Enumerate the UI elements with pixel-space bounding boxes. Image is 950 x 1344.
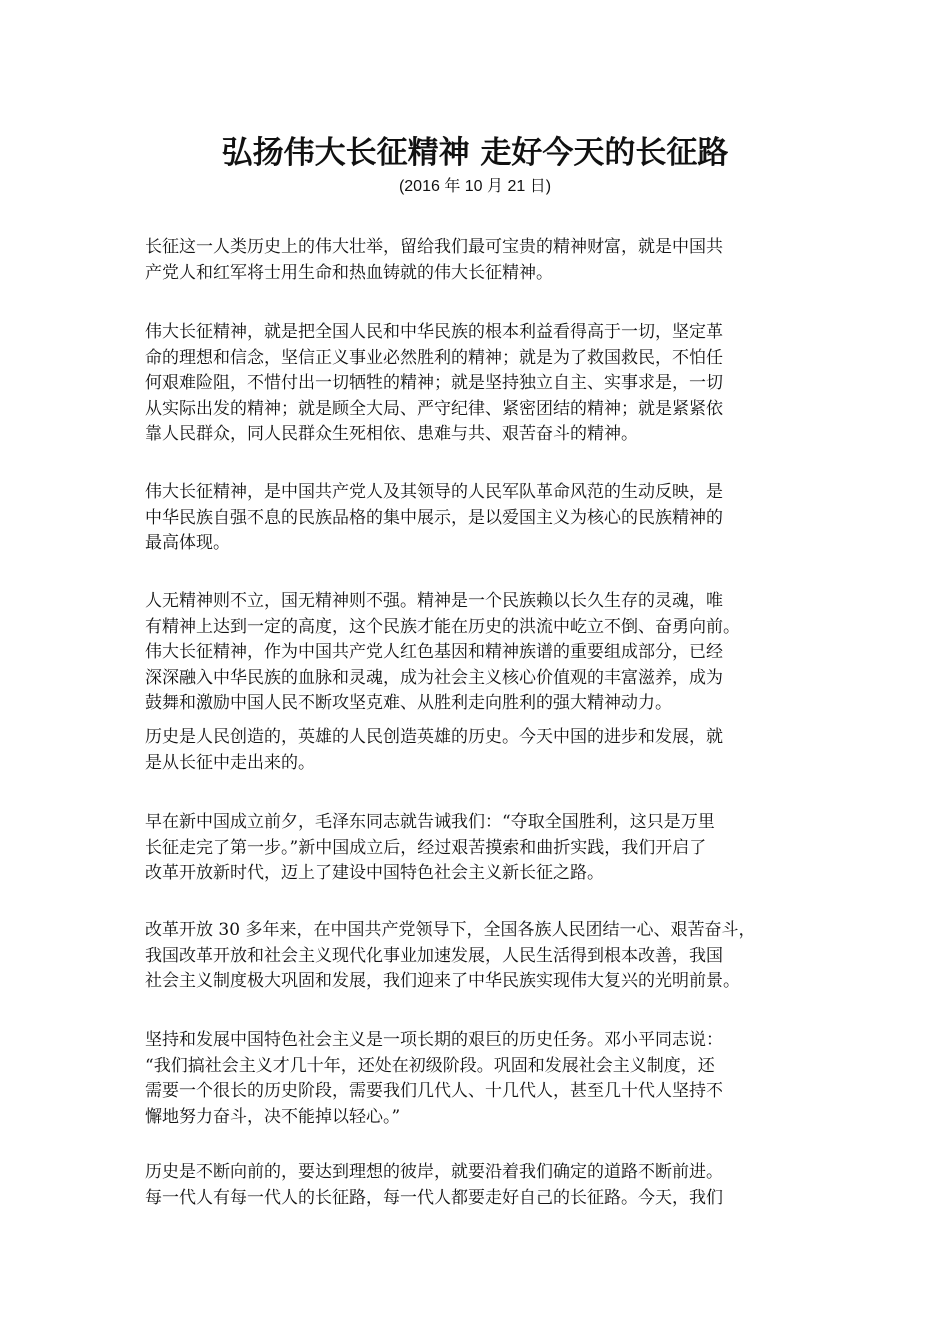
paragraph-1 bbox=[145, 235, 825, 286]
paragraph-line: 鼓舞和激励中国人民不断攻坚克难、从胜利走向胜利的强大精神动力。 bbox=[145, 693, 672, 713]
paragraph-line: 改革开放新时代，迈上了建设中国特色社会主义新长征之路。 bbox=[145, 863, 604, 883]
paragraph-2 bbox=[145, 320, 825, 448]
paragraph-3 bbox=[145, 480, 825, 557]
paragraph-line: 靠人民群众，同人民群众生死相依、患难与共、艰苦奋斗的精神。 bbox=[145, 424, 638, 444]
paragraph-7 bbox=[145, 918, 825, 995]
paragraph-line: 早在新中国成立前夕，毛泽东同志就告诫我们：“夺取全国胜利，这只是万里 bbox=[145, 812, 715, 832]
paragraph-line: 中华民族自强不息的民族品格的集中展示，是以爱国主义为核心的民族精神的 bbox=[145, 507, 723, 528]
paragraph-line: 我国改革开放和社会主义现代化事业加速发展，人民生活得到根本改善，我国 bbox=[145, 945, 723, 966]
paragraph-line: 社会主义制度极大巩固和发展，我们迎来了中华民族实现伟大复兴的光明前景。 bbox=[145, 971, 740, 991]
paragraph-line: 伟大长征精神，作为中国共产党人红色基因和精神族谱的重要组成部分，已经 bbox=[145, 642, 723, 662]
paragraph-line: 深深融入中华民族的血脉和灵魂，成为社会主义核心价值观的丰富滋养，成为 bbox=[145, 667, 723, 688]
paragraph-line: 伟大长征精神，就是把全国人民和中华民族的根本利益看得高于一切，坚定革 bbox=[145, 322, 723, 342]
paragraph-line: 产党人和红军将士用生命和热血铸就的伟大长征精神。 bbox=[145, 262, 553, 283]
paragraph-6 bbox=[145, 810, 825, 887]
paragraph-line: 需要一个很长的历史阶段，需要我们几代人、十几代人，甚至几十代人坚持不 bbox=[145, 1081, 723, 1101]
paragraph-line: 何艰难险阻，不惜付出一切牺牲的精神；就是坚持独立自主、实事求是，一切 bbox=[145, 373, 723, 393]
paragraph-line: 历史是不断向前的，要达到理想的彼岸，就要沿着我们确定的道路不断前进。 bbox=[145, 1162, 723, 1182]
paragraph-line: 命的理想和信念，坚信正义事业必然胜利的精神；就是为了救国救民，不怕任 bbox=[145, 347, 723, 368]
paragraph-line: “我们搞社会主义才几十年，还处在初级阶段。巩固和发展社会主义制度，还 bbox=[145, 1055, 715, 1076]
paragraph-line: 伟大长征精神，是中国共产党人及其领导的人民军队革命风范的生动反映，是 bbox=[145, 482, 723, 502]
paragraph-9 bbox=[145, 1160, 825, 1211]
paragraph-line: 历史是人民创造的，英雄的人民创造英雄的历史。今天中国的进步和发展，就 bbox=[145, 727, 723, 747]
paragraph-line: 改革开放 30 多年来，在中国共产党领导下，全国各族人民团结一心、艰苦奋斗， bbox=[145, 920, 756, 940]
paragraph-line: 坚持和发展中国特色社会主义是一项长期的艰巨的历史任务。邓小平同志说： bbox=[145, 1030, 723, 1050]
paragraph-8 bbox=[145, 1028, 825, 1130]
paragraph-5 bbox=[145, 725, 825, 776]
paragraph-line: 最高体现。 bbox=[145, 533, 230, 553]
document-title: 弘扬伟大长征精神 走好今天的长征路 bbox=[221, 135, 729, 171]
paragraph-line: 从实际出发的精神；就是顾全大局、严守纪律、紧密团结的精神；就是紧紧依 bbox=[145, 398, 723, 419]
paragraph-line: 每一代人有每一代人的长征路，每一代人都要走好自己的长征路。今天，我们 bbox=[145, 1187, 723, 1208]
paragraph-4 bbox=[145, 589, 825, 717]
paragraph-line: 是从长征中走出来的。 bbox=[145, 752, 315, 773]
paragraph-line: 懈地努力奋斗，决不能掉以轻心。” bbox=[145, 1106, 401, 1127]
paragraph-line: 长征这一人类历史上的伟大壮举，留给我们最可宝贵的精神财富，就是中国共 bbox=[145, 237, 723, 257]
paragraph-line: 人无精神则不立，国无精神则不强。精神是一个民族赖以长久生存的灵魂，唯 bbox=[145, 591, 723, 611]
document-date: (2016 年 10 月 21 日) bbox=[398, 178, 552, 195]
paragraph-line: 有精神上达到一定的高度，这个民族才能在历史的洪流中屹立不倒、奋勇向前。 bbox=[145, 616, 740, 637]
paragraph-line: 长征走完了第一步。”新中国成立后，经过艰苦摸索和曲折实践，我们开启了 bbox=[145, 837, 707, 858]
